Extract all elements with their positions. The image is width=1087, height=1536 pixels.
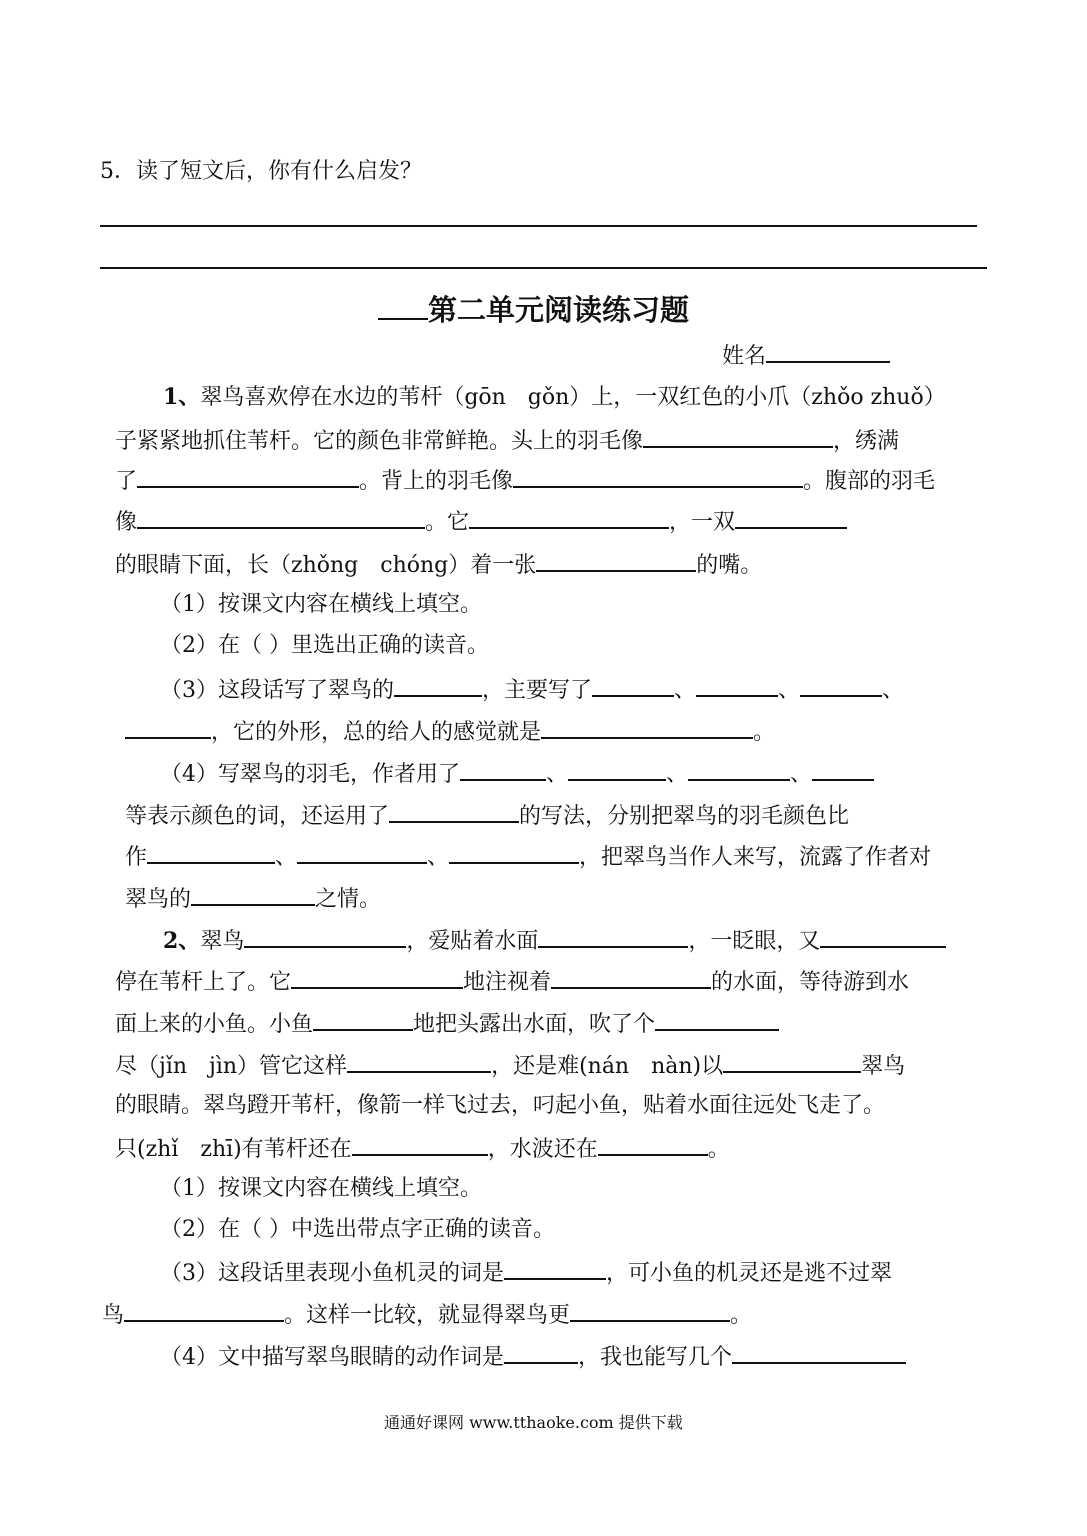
blank[interactable] bbox=[723, 1049, 861, 1073]
p1-q4: （4）写翠鸟的羽毛，作者用了 、 、 、 bbox=[160, 757, 874, 790]
p1-line-2: 子紧紧地抓住苇杆。它的颜色非常鲜艳。头上的羽毛像 ，绣满 bbox=[115, 424, 899, 457]
blank[interactable] bbox=[137, 505, 425, 529]
p2-line-3: 面上来的小鱼。小鱼 地把头露出水面，吹了个 bbox=[115, 1007, 779, 1040]
blank[interactable] bbox=[124, 1298, 284, 1322]
question-5: 5．读了短文后，你有什么启发？ bbox=[100, 159, 422, 184]
p1-q2: （2）在（ ）里选出正确的读音。 bbox=[160, 633, 489, 658]
blank[interactable] bbox=[449, 840, 579, 864]
name-field: 姓名 bbox=[722, 339, 890, 372]
blank[interactable] bbox=[688, 757, 790, 781]
blank[interactable] bbox=[191, 882, 315, 906]
p1-line-3: 了 。背上的羽毛像 。腹部的羽毛 bbox=[115, 464, 935, 497]
answer-line-2[interactable] bbox=[100, 267, 987, 269]
p2-q3: （3）这段话里表现小鱼机灵的词是 ，可小鱼的机灵还是逃不过翠 bbox=[160, 1256, 892, 1289]
blank[interactable] bbox=[800, 673, 882, 697]
blank[interactable] bbox=[469, 505, 669, 529]
blank[interactable] bbox=[504, 1256, 606, 1280]
blank[interactable] bbox=[643, 424, 833, 448]
blank[interactable] bbox=[313, 1007, 413, 1031]
p1-q4-cont-2: 作 、 、 ，把翠鸟当作人来写，流露了作者对 bbox=[125, 840, 931, 873]
p1-q4-cont-1: 等表示颜色的词，还运用了 的写法，分别把翠鸟的羽毛颜色比 bbox=[125, 799, 849, 832]
blank[interactable] bbox=[137, 464, 359, 488]
page-title: 第二单元阅读练习题 bbox=[378, 288, 689, 329]
blank[interactable] bbox=[297, 840, 427, 864]
p1-line-4: 像 。它 ，一双 bbox=[115, 505, 847, 538]
blank[interactable] bbox=[147, 840, 275, 864]
blank[interactable] bbox=[125, 715, 211, 739]
blank[interactable] bbox=[291, 965, 463, 989]
blank[interactable] bbox=[389, 799, 519, 823]
p2-line-6: 只(zhǐ zhī)有苇杆还在 ，水波还在 。 bbox=[115, 1132, 730, 1165]
blank[interactable] bbox=[538, 924, 688, 948]
footer: 通通好课网 www.tthaoke.com 提供下载 bbox=[384, 1413, 683, 1432]
blank[interactable] bbox=[570, 1298, 730, 1322]
p1-q3-cont: ，它的外形，总的给人的感觉就是 。 bbox=[125, 715, 775, 748]
p2-q3-cont: 鸟 。这样一比较，就显得翠鸟更 。 bbox=[102, 1298, 752, 1331]
blank[interactable] bbox=[655, 1007, 779, 1031]
blank[interactable] bbox=[598, 1132, 708, 1156]
blank[interactable] bbox=[551, 965, 711, 989]
p2-q4: （4）文中描写翠鸟眼睛的动作词是 ，我也能写几个 bbox=[160, 1340, 906, 1373]
blank[interactable] bbox=[347, 1049, 491, 1073]
blank[interactable] bbox=[696, 673, 778, 697]
blank[interactable] bbox=[504, 1340, 578, 1364]
blank[interactable] bbox=[541, 715, 753, 739]
p2-line-5: 的眼睛。翠鸟蹬开苇杆，像箭一样飞过去，叼起小鱼，贴着水面往远处飞走了。 bbox=[115, 1093, 886, 1118]
p1-q1: （1）按课文内容在横线上填空。 bbox=[160, 592, 482, 617]
blank[interactable] bbox=[536, 548, 696, 572]
p2-line-4: 尽（jǐn jìn）管它这样 ，还是难(nán nàn)以 翠鸟 bbox=[115, 1049, 905, 1082]
blank[interactable] bbox=[732, 1340, 906, 1364]
blank[interactable] bbox=[394, 673, 482, 697]
p2-line-1: 2、翠鸟 ，爱贴着水面 ，一眨眼，又 bbox=[163, 924, 946, 957]
blank[interactable] bbox=[513, 464, 803, 488]
blank[interactable] bbox=[812, 757, 874, 781]
blank[interactable] bbox=[820, 924, 946, 948]
name-blank[interactable] bbox=[766, 339, 890, 363]
blank[interactable] bbox=[592, 673, 674, 697]
p2-line-2: 停在苇杆上了。它 地注视着 的水面，等待游到水 bbox=[115, 965, 909, 998]
p1-line-5: 的眼睛下面，长（zhǒng chóng）着一张 的嘴。 bbox=[115, 548, 762, 581]
title-blank[interactable] bbox=[378, 288, 428, 320]
p1-line-1: 1、翠鸟喜欢停在水边的苇杆（gōn gǒn）上，一双红色的小爪（zhǒo zhuǒ） bbox=[163, 384, 946, 410]
blank[interactable] bbox=[244, 924, 406, 948]
blank[interactable] bbox=[568, 757, 666, 781]
answer-line-1[interactable] bbox=[100, 225, 977, 227]
p2-q1: （1）按课文内容在横线上填空。 bbox=[160, 1176, 482, 1201]
blank[interactable] bbox=[735, 505, 847, 529]
p1-q4-cont-3: 翠鸟的 之情。 bbox=[125, 882, 381, 915]
p1-q3: （3）这段话写了翠鸟的 ，主要写了 、 、 、 bbox=[160, 673, 904, 706]
blank[interactable] bbox=[352, 1132, 488, 1156]
p2-q2: （2）在（ ）中选出带点字正确的读音。 bbox=[160, 1217, 555, 1242]
blank[interactable] bbox=[460, 757, 546, 781]
